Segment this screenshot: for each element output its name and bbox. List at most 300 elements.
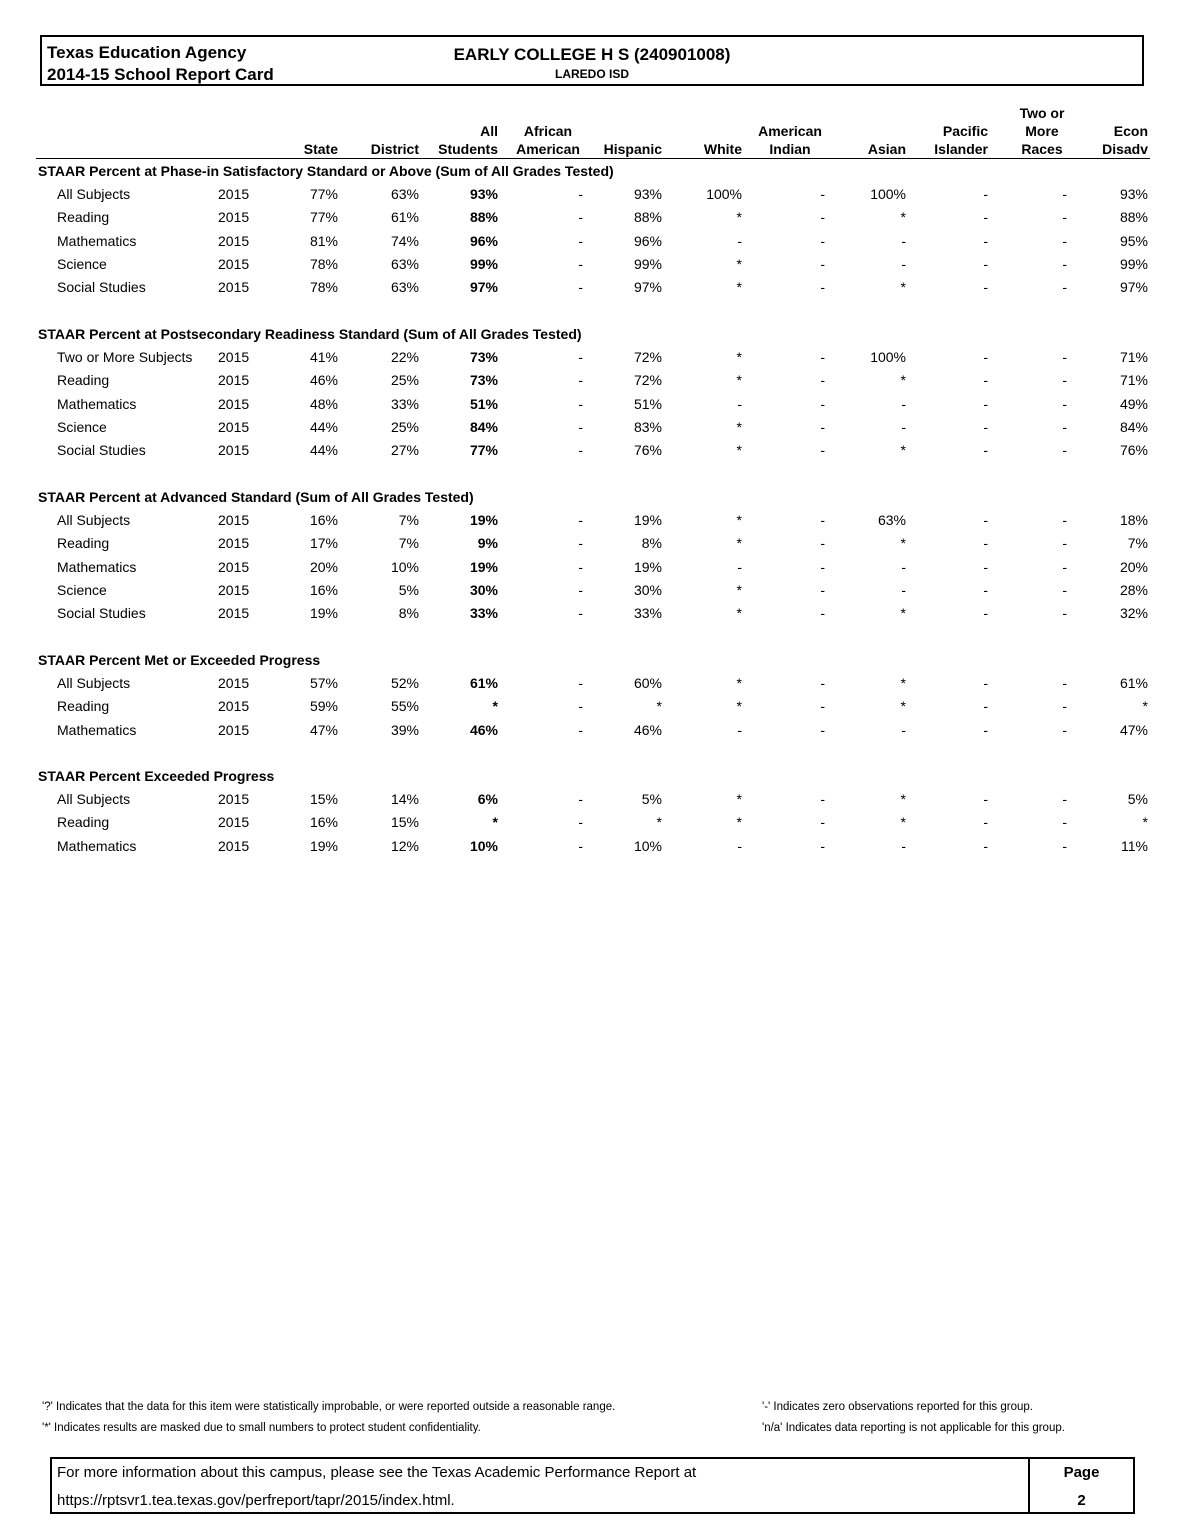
table-cell: - [1062, 791, 1067, 807]
table-cell: 46% [309, 372, 338, 389]
table-row [0, 582, 1187, 602]
agency-name: Texas Education Agency [47, 43, 247, 62]
row-label: Two or More Subjects [57, 349, 193, 365]
table-cell: - [820, 232, 825, 249]
table-cell: 71% [1119, 372, 1148, 389]
table-cell: - [1062, 349, 1067, 365]
table-cell: * [900, 372, 906, 389]
table-cell: 72% [633, 372, 662, 389]
table-cell: 63% [390, 255, 419, 272]
table-cell: 33% [390, 395, 419, 412]
table-cell: - [983, 209, 988, 226]
district-name: LAREDO ISD [554, 67, 629, 81]
table-cell: * [736, 512, 742, 528]
table-cell: - [1062, 279, 1067, 296]
table-cell: - [820, 535, 825, 552]
table-cell: 32% [1119, 605, 1148, 622]
table-cell: - [578, 186, 583, 202]
table-cell: 57% [309, 675, 338, 691]
table-cell: 88% [1119, 209, 1148, 226]
table-cell: - [983, 186, 988, 202]
table-cell: - [820, 255, 825, 272]
table-cell: - [578, 721, 583, 738]
table-cell: 93% [469, 186, 498, 202]
table-row [0, 349, 1187, 369]
table-cell: - [983, 232, 988, 249]
table-cell: 16% [309, 581, 338, 598]
table-cell: 19% [469, 558, 498, 575]
table-cell: - [901, 255, 906, 272]
table-cell: * [736, 814, 742, 831]
table-cell: 20% [309, 558, 338, 575]
campus-name: EARLY COLLEGE H S (240901008) [453, 45, 731, 64]
row-year: 2015 [218, 372, 250, 389]
table-cell: - [578, 698, 583, 715]
table-row [0, 559, 1187, 579]
table-row [0, 814, 1187, 834]
table-cell: - [820, 581, 825, 598]
table-cell: - [820, 837, 825, 854]
table-cell: * [736, 209, 742, 226]
table-cell: * [736, 535, 742, 552]
table-cell: - [820, 698, 825, 715]
table-cell: - [737, 837, 742, 854]
table-cell: 97% [469, 279, 498, 296]
row-label: Social Studies [57, 605, 146, 622]
table-cell: * [736, 675, 742, 691]
table-cell: 17% [309, 535, 338, 552]
table-cell: 19% [633, 512, 662, 528]
row-label: Reading [57, 814, 110, 831]
table-cell: 88% [633, 209, 662, 226]
table-cell: - [578, 418, 583, 435]
table-cell: - [820, 814, 825, 831]
table-cell: - [820, 186, 825, 202]
table-cell: * [900, 814, 906, 831]
table-cell: * [1142, 814, 1148, 831]
table-cell: 72% [633, 349, 662, 365]
table-cell: * [900, 698, 906, 715]
table-cell: - [578, 837, 583, 854]
row-label: Reading [57, 698, 110, 715]
table-cell: * [656, 698, 662, 715]
table-cell: 44% [309, 442, 338, 459]
column-header: Asian [867, 141, 906, 157]
table-cell: 77% [309, 209, 338, 226]
row-label: Social Studies [57, 279, 146, 296]
row-label: All Subjects [57, 791, 131, 807]
table-cell: - [983, 675, 988, 691]
table-cell: * [736, 372, 742, 389]
table-cell: - [983, 442, 988, 459]
note-improbable: '?' Indicates that the data for this item were statistically improbable, or were reported outside a reasonable range. [42, 1401, 616, 1413]
table-cell: 41% [309, 349, 338, 365]
table-cell: * [736, 418, 742, 435]
column-header: American Indian [758, 123, 822, 157]
column-header: State [303, 141, 338, 157]
table-cell: 100% [870, 349, 906, 365]
table-cell: 25% [390, 418, 419, 435]
table-cell: - [983, 418, 988, 435]
table-cell: 63% [390, 186, 419, 202]
table-cell: - [820, 372, 825, 389]
table-cell: 96% [469, 232, 498, 249]
table-cell: - [820, 791, 825, 807]
table-row [0, 279, 1187, 299]
table-cell: 77% [469, 442, 498, 459]
table-cell: 5% [398, 581, 419, 598]
column-header: African American [516, 123, 580, 157]
table-cell: 88% [469, 209, 498, 226]
page-label: Page [1063, 1464, 1100, 1481]
table-cell: 19% [309, 837, 338, 854]
table-cell: 6% [477, 791, 498, 807]
table-cell: - [1062, 442, 1067, 459]
table-cell: - [578, 558, 583, 575]
table-cell: - [983, 581, 988, 598]
table-row [0, 675, 1187, 695]
row-year: 2015 [218, 791, 250, 807]
table-cell: - [820, 512, 825, 528]
table-cell: * [736, 791, 742, 807]
table-cell: 73% [469, 372, 498, 389]
report-header [40, 35, 1144, 86]
table-cell: 61% [390, 209, 419, 226]
table-cell: - [1062, 605, 1067, 622]
table-cell: 19% [469, 512, 498, 528]
table-cell: 10% [390, 558, 419, 575]
table-cell: - [820, 558, 825, 575]
column-header: Two or More Races [1019, 105, 1065, 157]
row-label: Social Studies [57, 442, 146, 459]
table-cell: - [1062, 418, 1067, 435]
table-cell: * [900, 279, 906, 296]
table-row [0, 722, 1187, 742]
table-cell: - [983, 279, 988, 296]
table-cell: - [983, 558, 988, 575]
table-cell: 78% [309, 255, 338, 272]
table-cell: 5% [641, 791, 662, 807]
row-year: 2015 [218, 675, 250, 691]
table-cell: 12% [390, 837, 419, 854]
table-row [0, 791, 1187, 811]
table-cell: 20% [1119, 558, 1148, 575]
row-label: All Subjects [57, 186, 131, 202]
table-cell: 19% [633, 558, 662, 575]
section-title: STAAR Percent at Phase-in Satisfactory Standard or Above (Sum of All Grades Tested) [38, 163, 614, 179]
table-cell: - [983, 698, 988, 715]
table-cell: 10% [633, 837, 662, 854]
table-cell: - [1062, 558, 1067, 575]
table-cell: * [900, 791, 906, 807]
table-cell: - [1062, 837, 1067, 854]
table-cell: 93% [1119, 186, 1148, 202]
table-cell: - [578, 814, 583, 831]
table-cell: - [1062, 698, 1067, 715]
row-label: Mathematics [57, 558, 137, 575]
table-cell: 33% [469, 605, 498, 622]
table-cell: 33% [633, 605, 662, 622]
table-cell: * [900, 442, 906, 459]
table-cell: 74% [390, 232, 419, 249]
table-cell: - [983, 837, 988, 854]
table-cell: * [492, 814, 498, 831]
table-cell: * [656, 814, 662, 831]
section-title: STAAR Percent Exceeded Progress [38, 768, 275, 784]
row-year: 2015 [218, 395, 250, 412]
table-cell: - [983, 372, 988, 389]
table-cell: 11% [1121, 837, 1148, 854]
table-cell: - [983, 535, 988, 552]
table-cell: 60% [633, 675, 662, 691]
table-cell: 48% [309, 395, 338, 412]
table-cell: - [578, 279, 583, 296]
table-cell: 46% [633, 721, 662, 738]
table-cell: 28% [1119, 581, 1148, 598]
row-year: 2015 [218, 581, 250, 598]
column-header: Econ Disadv [1102, 123, 1148, 157]
table-cell: * [736, 698, 742, 715]
table-cell: 30% [633, 581, 662, 598]
table-cell: - [983, 605, 988, 622]
table-cell: - [983, 791, 988, 807]
row-label: Science [57, 255, 107, 272]
table-cell: 61% [469, 675, 498, 691]
row-year: 2015 [218, 605, 250, 622]
table-cell: - [983, 395, 988, 412]
page-number: 2 [1077, 1492, 1086, 1509]
row-year: 2015 [218, 558, 250, 575]
table-cell: 84% [469, 418, 498, 435]
table-cell: 99% [469, 255, 498, 272]
table-cell: 10% [469, 837, 498, 854]
table-cell: - [1062, 721, 1067, 738]
row-year: 2015 [218, 535, 250, 552]
table-cell: - [820, 418, 825, 435]
footer-box [50, 1457, 1135, 1514]
table-cell: - [983, 721, 988, 738]
table-cell: - [901, 395, 906, 412]
table-cell: - [820, 209, 825, 226]
note-masked: '*' Indicates results are masked due to small numbers to protect student confidentiality. [42, 1422, 481, 1434]
table-cell: - [820, 675, 825, 691]
row-label: All Subjects [57, 512, 131, 528]
table-cell: * [736, 349, 742, 365]
table-cell: - [820, 442, 825, 459]
table-cell: * [492, 698, 498, 715]
table-cell: * [1142, 698, 1148, 715]
table-cell: 15% [390, 814, 419, 831]
table-cell: - [820, 279, 825, 296]
row-label: Mathematics [57, 721, 137, 738]
table-cell: * [736, 605, 742, 622]
table-row [0, 419, 1187, 439]
column-header: White [703, 141, 742, 157]
note-na: 'n/a' Indicates data reporting is not applicable for this group. [762, 1422, 1065, 1434]
table-cell: 18% [1119, 512, 1148, 528]
table-cell: - [737, 558, 742, 575]
table-cell: - [578, 675, 583, 691]
table-cell: - [737, 232, 742, 249]
report-card-title: 2014-15 School Report Card [47, 65, 274, 84]
table-row [0, 233, 1187, 253]
row-year: 2015 [218, 349, 250, 365]
table-row [0, 512, 1187, 532]
table-cell: 39% [390, 721, 419, 738]
table-row [0, 838, 1187, 858]
table-cell: - [1062, 372, 1067, 389]
table-cell: 83% [633, 418, 662, 435]
row-year: 2015 [218, 279, 250, 296]
table-cell: - [1062, 512, 1067, 528]
table-cell: - [1062, 581, 1067, 598]
table-cell: 16% [309, 814, 338, 831]
table-cell: 16% [309, 512, 338, 528]
table-cell: 19% [309, 605, 338, 622]
column-header: Pacific Islander [934, 123, 988, 157]
row-year: 2015 [218, 186, 250, 202]
table-cell: 59% [309, 698, 338, 715]
row-label: Reading [57, 372, 110, 389]
table-cell: 84% [1119, 418, 1148, 435]
table-cell: 52% [390, 675, 419, 691]
table-row [0, 209, 1187, 229]
table-cell: 25% [390, 372, 419, 389]
table-row [0, 535, 1187, 555]
row-label: Mathematics [57, 837, 137, 854]
table-cell: - [901, 558, 906, 575]
table-cell: * [900, 605, 906, 622]
table-cell: - [1062, 675, 1067, 691]
table-cell: - [578, 255, 583, 272]
note-zero: '-' Indicates zero observations reported for this group. [762, 1401, 1033, 1413]
table-cell: 7% [398, 512, 419, 528]
table-cell: 81% [309, 232, 338, 249]
table-cell: - [578, 581, 583, 598]
table-cell: - [820, 605, 825, 622]
row-label: All Subjects [57, 675, 131, 691]
table-cell: - [737, 721, 742, 738]
table-cell: - [820, 395, 825, 412]
table-cell: 77% [309, 186, 338, 202]
table-cell: - [578, 349, 583, 365]
table-row [0, 396, 1187, 416]
table-cell: 76% [1119, 442, 1148, 459]
table-cell: - [820, 721, 825, 738]
column-header: Hispanic [603, 141, 662, 157]
table-cell: - [901, 837, 906, 854]
row-year: 2015 [218, 255, 250, 272]
table-cell: - [983, 349, 988, 365]
table-cell: 46% [469, 721, 498, 738]
table-cell: - [901, 581, 906, 598]
table-cell: - [578, 535, 583, 552]
table-cell: 55% [390, 698, 419, 715]
table-cell: 93% [633, 186, 662, 202]
table-cell: - [737, 395, 742, 412]
table-cell: 49% [1119, 395, 1148, 412]
table-row [0, 256, 1187, 276]
row-year: 2015 [218, 209, 250, 226]
table-cell: 61% [1119, 675, 1148, 691]
table-cell: - [578, 442, 583, 459]
row-year: 2015 [218, 814, 250, 831]
table-cell: 63% [390, 279, 419, 296]
table-cell: * [900, 535, 906, 552]
table-cell: 5% [1127, 791, 1148, 807]
table-cell: 7% [1127, 535, 1148, 552]
table-cell: 51% [633, 395, 662, 412]
table-cell: 8% [398, 605, 419, 622]
table-cell: - [1062, 186, 1067, 202]
table-cell: 44% [309, 418, 338, 435]
section-title: STAAR Percent at Postsecondary Readiness Standard (Sum of All Grades Tested) [38, 326, 582, 342]
table-cell: 95% [1119, 232, 1148, 249]
row-label: Science [57, 418, 107, 435]
row-year: 2015 [218, 232, 250, 249]
table-cell: 47% [1119, 721, 1148, 738]
table-row [0, 186, 1187, 206]
table-cell: - [1062, 209, 1067, 226]
row-year: 2015 [218, 837, 250, 854]
table-row [0, 698, 1187, 718]
table-cell: 99% [633, 255, 662, 272]
table-cell: 22% [390, 349, 419, 365]
row-year: 2015 [218, 418, 250, 435]
table-cell: * [736, 581, 742, 598]
table-cell: 9% [477, 535, 498, 552]
table-cell: * [736, 255, 742, 272]
column-header: District [370, 141, 419, 157]
table-cell: - [820, 349, 825, 365]
table-row [0, 605, 1187, 625]
table-cell: - [1062, 535, 1067, 552]
table-cell: - [901, 232, 906, 249]
row-label: Reading [57, 535, 110, 552]
row-year: 2015 [218, 698, 250, 715]
row-label: Reading [57, 209, 110, 226]
table-cell: * [736, 442, 742, 459]
table-cell: - [901, 418, 906, 435]
row-label: Science [57, 581, 107, 598]
row-label: Mathematics [57, 395, 137, 412]
table-cell: 76% [633, 442, 662, 459]
table-cell: - [578, 791, 583, 807]
section-title: STAAR Percent at Advanced Standard (Sum of All Grades Tested) [38, 489, 474, 505]
table-cell: * [736, 279, 742, 296]
table-cell: 96% [633, 232, 662, 249]
table-cell: - [1062, 255, 1067, 272]
table-cell: 97% [633, 279, 662, 296]
table-cell: 14% [390, 791, 419, 807]
table-cell: 73% [469, 349, 498, 365]
table-cell: - [578, 512, 583, 528]
table-cell: 97% [1119, 279, 1148, 296]
table-cell: 8% [641, 535, 662, 552]
table-cell: 51% [469, 395, 498, 412]
table-cell: 100% [706, 186, 742, 202]
header-divider [36, 158, 1150, 159]
table-cell: - [578, 395, 583, 412]
table-cell: - [1062, 814, 1067, 831]
table-cell: 100% [870, 186, 906, 202]
section-title: STAAR Percent Met or Exceeded Progress [38, 652, 321, 668]
table-cell: * [900, 209, 906, 226]
table-cell: 63% [877, 512, 906, 528]
table-cell: 78% [309, 279, 338, 296]
table-cell: - [901, 721, 906, 738]
table-cell: 47% [309, 721, 338, 738]
